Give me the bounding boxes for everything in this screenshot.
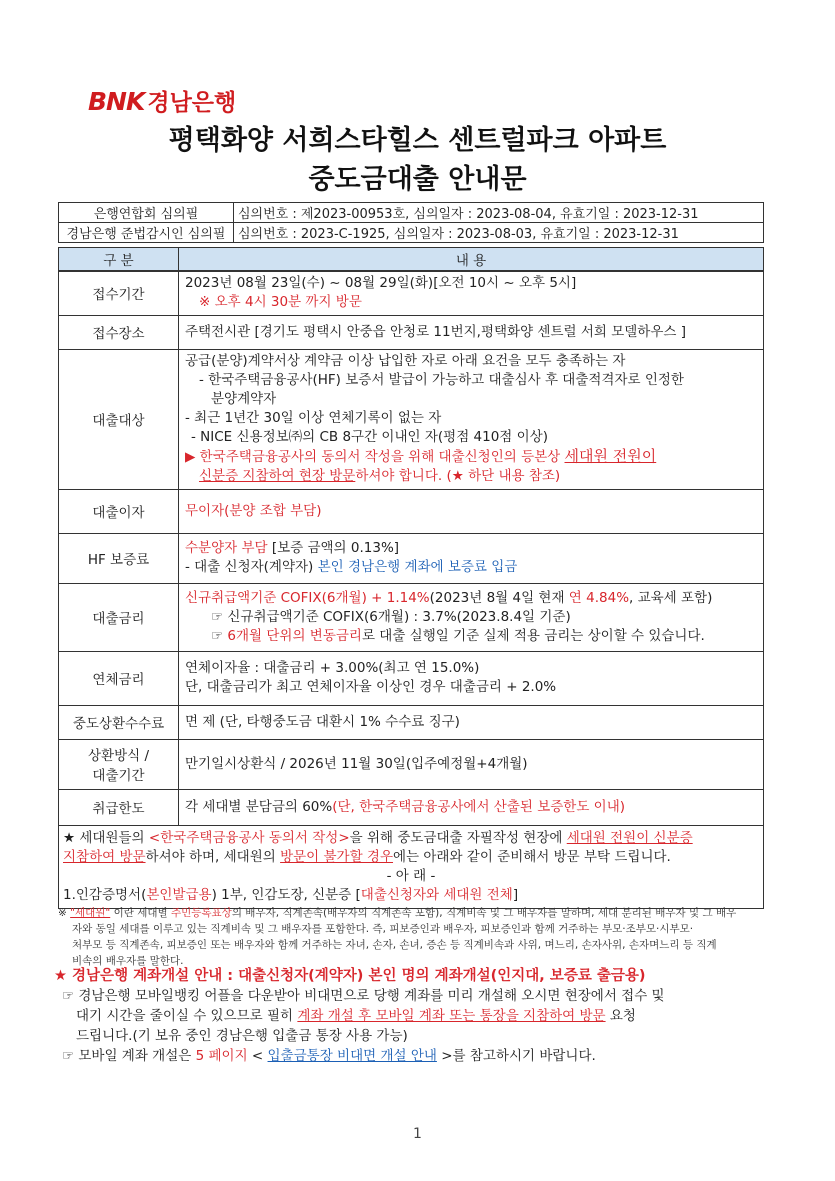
account-emphasis: 계좌 개설 후 모바일 계좌 또는 통장을 지참하여 방문 [297,1008,606,1024]
rate-emphasis: 6개월 단위의 변동금리 [227,627,362,644]
row-interest [59,489,764,533]
rate-text: (2023년 8월 4일 현재 [429,589,569,606]
interest-text: 무이자(분양 조합 부담) [179,489,764,533]
page-subtitle: 중도금대출 안내문 [308,164,527,195]
account-text: < [247,1048,268,1064]
account-line [62,1046,762,1066]
rate-emphasis: 신규취급액기준 COFIX(6개월) + 1.14% [185,589,430,606]
account-link[interactable]: 입출금통장 비대면 개설 안내 [267,1048,437,1064]
account-text: 요청 [605,1008,636,1024]
account-text: >를 참고하시기 바랍니다. [436,1048,596,1064]
footnote-line: 처부모 등 직계존속, 피보증인 또는 배우자와 함께 거주하는 자녀, 손자, 손녀, 증손 등 직계비속과 사위, 며느리, 손자사위, 손자며느리 등 직계 [72,939,717,951]
target-note [185,447,757,467]
row-note [59,825,764,908]
row-content [179,789,764,825]
footnote-text: ※ [58,907,71,919]
row-label: 중도상환수수료 [59,705,179,739]
note-text: 1.인감증명서( [63,886,147,903]
row-content [179,583,764,651]
review-value: 심의번호 : 제2023-00953호, 심의일자 : 2023-08-04, 유효기일 : 2023-12-31 [234,203,764,223]
footnote-text: 이란 세대별 [110,907,171,919]
footnote-text: 의 배우자, 직계존속(배우자의 직계존속 포함), 직계비속 및 그 배우자를 말하며, 세대 분리된 배우자 및 그 배우 [231,907,737,919]
target-line: 공급(분양)계약서상 계약금 이상 납입한 자로 아래 요건을 모두 충족하는 자 [185,353,626,369]
note-emphasis: 방문이 불가할 경우 [280,848,394,865]
note-text: 을 위해 중도금대출 자필작성 현장에 [349,829,567,846]
label-line: 대출기간 [92,768,145,784]
note-text: ★ 세대원들의 [63,829,149,846]
note-line [63,886,759,905]
row-reception-place [59,315,764,349]
target-line: 분양계약자 [211,391,277,407]
row-label: 대출이자 [59,489,179,533]
fee-line [185,539,757,558]
row-label: 대출대상 [59,349,179,489]
row-label: 접수장소 [59,315,179,349]
header-content: 내 용 [179,248,764,272]
footnote-line: 자와 동일 세대를 이루고 있는 직계비속 및 그 배우자를 포함한다. 즉, 피보증인과 배우자, 피보증인과 함께 거주하는 부모·조부모·시부모· [72,923,694,935]
row-label [59,739,179,789]
note-text: ) 1부, 인감도장, 신분증 [ [211,886,361,903]
footnote [58,905,768,969]
logo-name: 경남은행 [147,90,237,116]
row-label: 대출금리 [59,583,179,651]
target-line: - NICE 신용정보㈜의 CB 8구간 이내인 자(평점 410점 이상) [191,429,548,445]
footnote-line [58,905,768,921]
row-label: 접수기간 [59,271,179,315]
rate-line: ☞ 신규취급액기준 COFIX(6개월) : 3.7%(2023.8.4일 기준) [211,608,571,625]
note-line [63,848,759,867]
footnote-emphasis: 주민등록표상 [170,907,232,919]
row-content [179,349,764,489]
account-emphasis: 5 페이지 [195,1048,248,1064]
rate-line [185,589,757,608]
row-reception-period [59,271,764,315]
repay-text: 만기일시상환식 / 2026년 11월 30일(입주예정월+4개월) [179,739,764,789]
row-label: HF 보증료 [59,533,179,583]
rate-text: , 교육세 포함) [629,589,713,606]
note-emphasis: 세대원 전원이 신분증 [566,829,693,846]
footnote-emphasis: "세대원" [70,907,111,919]
page-number: 1 [413,1126,422,1142]
account-text: 대기 시간을 줄이실 수 있으므로 필히 [76,1008,298,1024]
place-text: 주택전시관 [경기도 평택시 안중읍 안청로 11번지,평택화양 센트럴 서희 모델하우스 ] [179,315,764,349]
period-text: 2023년 08월 23일(수) ~ 08월 29일(화)[오전 10시 ~ 오후 5시] [185,275,577,292]
rate-emphasis: 연 4.84% [568,589,630,606]
note-text: 하셔야 합니다. (★ 하단 내용 참조) [355,468,561,484]
page-title: 평택화양 서희스타힐스 센트럴파크 아파트 [168,125,667,156]
review-row [59,223,764,243]
overdue-line: 연체이자율 : 대출금리 + 3.00%(최고 연 15.0%) [185,660,480,676]
note-emphasis: 지참하여 방문 [63,848,146,865]
row-hf-fee [59,533,764,583]
table-header-row [59,248,764,272]
review-label: 은행연합회 심의필 [59,203,234,223]
review-value: 심의번호 : 2023-C-1925, 심의일자 : 2023-08-03, 유효기일 : 2023-12-31 [234,223,764,243]
account-text: ☞ 모바일 계좌 개설은 [62,1048,196,1064]
row-rate [59,583,764,651]
period-note: ※ 오후 4시 30분 까지 방문 [199,294,362,311]
footnote-line: 비속의 배우자를 말한다. [72,955,184,967]
fee-text: [보증 금액의 0.13%] [267,540,400,556]
row-prepay [59,705,764,739]
review-label: 경남은행 준법감시인 심의필 [59,223,234,243]
row-limit [59,789,764,825]
row-loan-target [59,349,764,489]
account-line: 드립니다.(기 보유 중인 경남은행 입출금 통장 사용 가능) [76,1028,408,1044]
bank-logo [88,84,236,117]
prepay-text: 면 제 (단, 타행중도금 대환시 1% 수수료 징구) [179,705,764,739]
fee-emphasis: 본인 경남은행 계좌에 보증료 입금 [317,559,518,575]
target-note [185,467,757,486]
fee-emphasis: 수분양자 부담 [185,540,268,556]
account-line: ☞ 경남은행 모바일뱅킹 어플을 다운받아 비대면으로 당행 계좌를 미리 개설해 오시면 현장에서 접수 및 [62,988,665,1004]
label-line: 상환방식 / [87,748,149,764]
target-line: - 한국주택금융공사(HF) 보증서 발급이 가능하고 대출심사 후 대출적격자로 인정한 [199,372,684,388]
account-heading: ★ 경남은행 계좌개설 안내 : 대출신청자(계약자) 본인 명의 계좌개설(인지대, 보증료 출금용) [54,968,646,984]
row-label: 취급한도 [59,789,179,825]
loan-info-table [58,247,764,909]
row-repayment [59,739,764,789]
rate-text: ☞ [211,627,228,644]
target-line: - 최근 1년간 30일 이상 연체기록이 없는 자 [185,410,442,426]
note-emphasis: <한국주택금융공사 동의서 작성> [148,829,350,846]
row-label: 연체금리 [59,651,179,705]
fee-text: - 대출 신청자(계약자) [185,559,318,575]
row-content [179,651,764,705]
logo-brand: BNK [88,87,145,116]
note-cell [59,825,764,908]
note-text: ▶ 한국주택금융공사의 동의서 작성을 위해 대출신청인의 등본상 [185,449,565,465]
account-line [62,1006,762,1026]
limit-emphasis: (단, 한국주택금융공사에서 산출된 보증한도 이내) [332,798,626,815]
row-content [179,533,764,583]
overdue-line: 단, 대출금리가 최고 연체이자율 이상인 경우 대출금리 + 2.0% [185,679,557,695]
rate-text: 로 대출 실행일 기준 실제 적용 금리는 상이할 수 있습니다. [361,627,705,644]
note-text: 하셔야 하며, 세대원의 [145,848,281,865]
note-separator: - 아 래 - [386,867,436,884]
rate-line [185,627,757,646]
fee-line [185,558,757,577]
review-table [58,202,764,243]
review-row [59,203,764,223]
note-text: ] [512,886,519,903]
limit-text: 각 세대별 분담금의 60% [185,798,333,815]
account-body [62,986,762,1066]
note-line [63,829,759,848]
note-emphasis: 세대원 전원이 [564,447,657,465]
note-emphasis: 신분증 지참하여 현장 방문 [199,468,356,484]
note-emphasis: 본인발급용 [146,886,212,903]
row-overdue [59,651,764,705]
note-emphasis: 대출신청자와 세대원 전체 [360,886,513,903]
header-category: 구 분 [59,248,179,272]
note-text: 에는 아래와 같이 준비해서 방문 부탁 드립니다. [393,848,671,865]
row-content [179,271,764,315]
